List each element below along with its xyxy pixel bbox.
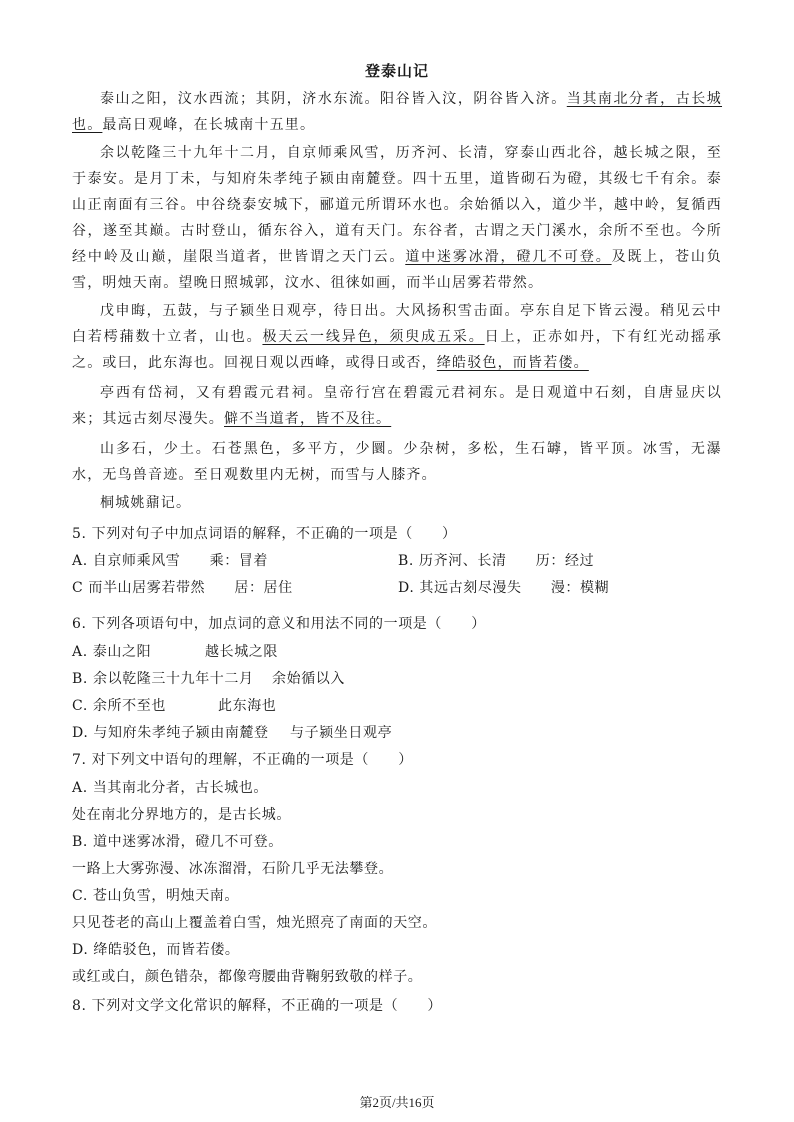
- paragraph-2: [72, 140, 722, 296]
- question-5-option-b: B. 历齐河、长清 历：经过: [398, 553, 595, 569]
- question-7-option-b-translation: 一路上大雾弥漫、冰冻溜滑，石阶几乎无法攀登。: [72, 861, 394, 877]
- question-7-option-a-translation: 处在南北分界地方的，是古长城。: [72, 807, 291, 823]
- question-6-option-c-second: 此东海也: [218, 698, 277, 714]
- p2-underlined-sentence: 道中迷雾冰滑，磴几不可登。: [405, 249, 612, 265]
- p3-underlined-sentence-1: 极天云一线异色，须臾成五采。: [262, 329, 485, 345]
- question-5-option-d: D. 其远古刻尽漫失 漫：模糊: [398, 580, 610, 596]
- p2-text-c: 及既上，苍山负雪，明烛天南。望晚日照城郭，汶水、徂徕如画，而半山居雾若带然。: [72, 249, 722, 291]
- question-6-option-b-second: 余始循以入: [272, 671, 345, 687]
- question-6-option-c-first: C. 余所不至也: [72, 698, 166, 714]
- question-6-stem: 6. 下列各项语句中，加点词的意义和用法不同的一项是（ ）: [72, 616, 486, 632]
- paragraph-1: [72, 86, 722, 138]
- p1-text-c: 最高日观峰，在长城南十五里。: [102, 117, 316, 133]
- question-7-option-d-translation: 或红或白，颜色错杂，都像弯腰曲背鞠躬致敬的样子。: [72, 969, 423, 985]
- paragraph-5: 山多石，少土。石苍黑色，多平方，少圜。少杂树，多松，生石罅，皆平顶。冰雪，无瀑水，无鸟兽音迹。至日观数里内无树，而雪与人膝齐。: [72, 441, 722, 483]
- question-6-option-d-second: 与子颍坐日观亭: [290, 725, 393, 741]
- question-5-option-a: A. 自京师乘风雪 乘：冒着: [72, 553, 269, 569]
- question-7-option-c-translation: 只见苍老的高山上覆盖着白雪，烛光照亮了南面的天空。: [72, 915, 437, 931]
- p3-text-a: 戊申晦，五鼓，与子颍坐日观亭，待日出。大风扬积雪击面。亭东自足下皆云漫。稍见云中白若樗蒱数十立者，山也。: [72, 303, 722, 345]
- question-5-option-c: C 而半山居雾若带然 居：居住: [72, 580, 293, 596]
- question-7-option-d: D. 绛皓驳色，而皆若偻。: [72, 942, 240, 958]
- p1-underlined-sentence: 当其南北分者，古长城也。: [72, 91, 723, 133]
- p4-underlined-sentence: 僻不当道者，皆不及往。: [224, 411, 392, 427]
- paragraph-3: [72, 298, 722, 376]
- p2-text-a: 余以乾隆三十九年十二月，自京师乘风雪，历齐河、长清，穿泰山西北谷，越长城之限，至于泰安。是月丁未，与知府朱孝纯子颍由南麓登。四十五里，道皆砌石为磴，其级七千有余。泰山正南面有三谷。中谷绕泰安城下，郦道元所谓环水也。余始循以入，道少半，越中岭，复循西谷，遂至其巅。古时登山，循东谷入，道有天门。东谷者，古谓之天门溪水，余所不至也。今所经中岭及山巅，崖限当道者，世皆谓之天门云。: [72, 145, 722, 265]
- page-number-footer: 第2页/共16页: [359, 1095, 435, 1110]
- question-6-option-b-first: B. 余以乾隆三十九年十二月: [72, 671, 254, 687]
- question-5-stem: 5. 下列对句子中加点词语的解释，不正确的一项是（ ）: [72, 526, 457, 542]
- p1-text-a: 泰山之阳，汶水西流；其阴，济水东流。阳谷皆入汶，阴谷皆入济。: [100, 91, 567, 107]
- question-7-stem: 7. 对下列文中语句的理解，不正确的一项是（ ）: [72, 752, 413, 768]
- question-6-option-d-first: D. 与知府朱孝纯子颍由南麓登: [72, 725, 269, 741]
- question-7-option-a: A. 当其南北分者，古长城也。: [72, 780, 269, 796]
- passage-title: 登泰山记: [364, 62, 429, 80]
- question-7-option-c: C. 苍山负雪，明烛天南。: [72, 888, 239, 904]
- paragraph-4: [72, 380, 722, 432]
- question-7-option-b: B. 道中迷雾冰滑，磴几不可登。: [72, 834, 283, 850]
- p3-underlined-sentence-2: 绛皓驳色，而皆若偻。: [436, 355, 589, 371]
- p4-text-a: 亭西有岱祠，又有碧霞元君祠。皇帝行宫在碧霞元君祠东。是日观道中石刻，自唐显庆以来；其远古刻尽漫失。: [72, 385, 722, 427]
- question-8-stem: 8. 下列对文学文化常识的解释，不正确的一项是（ ）: [72, 998, 443, 1014]
- question-6-option-a-second: 越长城之限: [205, 644, 278, 660]
- p3-text-c: 日上，正赤如丹，下有红光动摇承之。或曰，此东海也。回视日观以西峰，或得日或否，: [72, 329, 722, 371]
- paragraph-6-signature: 桐城姚鼐记。: [100, 495, 192, 511]
- question-6-option-a-first: A. 泰山之阳: [72, 644, 152, 660]
